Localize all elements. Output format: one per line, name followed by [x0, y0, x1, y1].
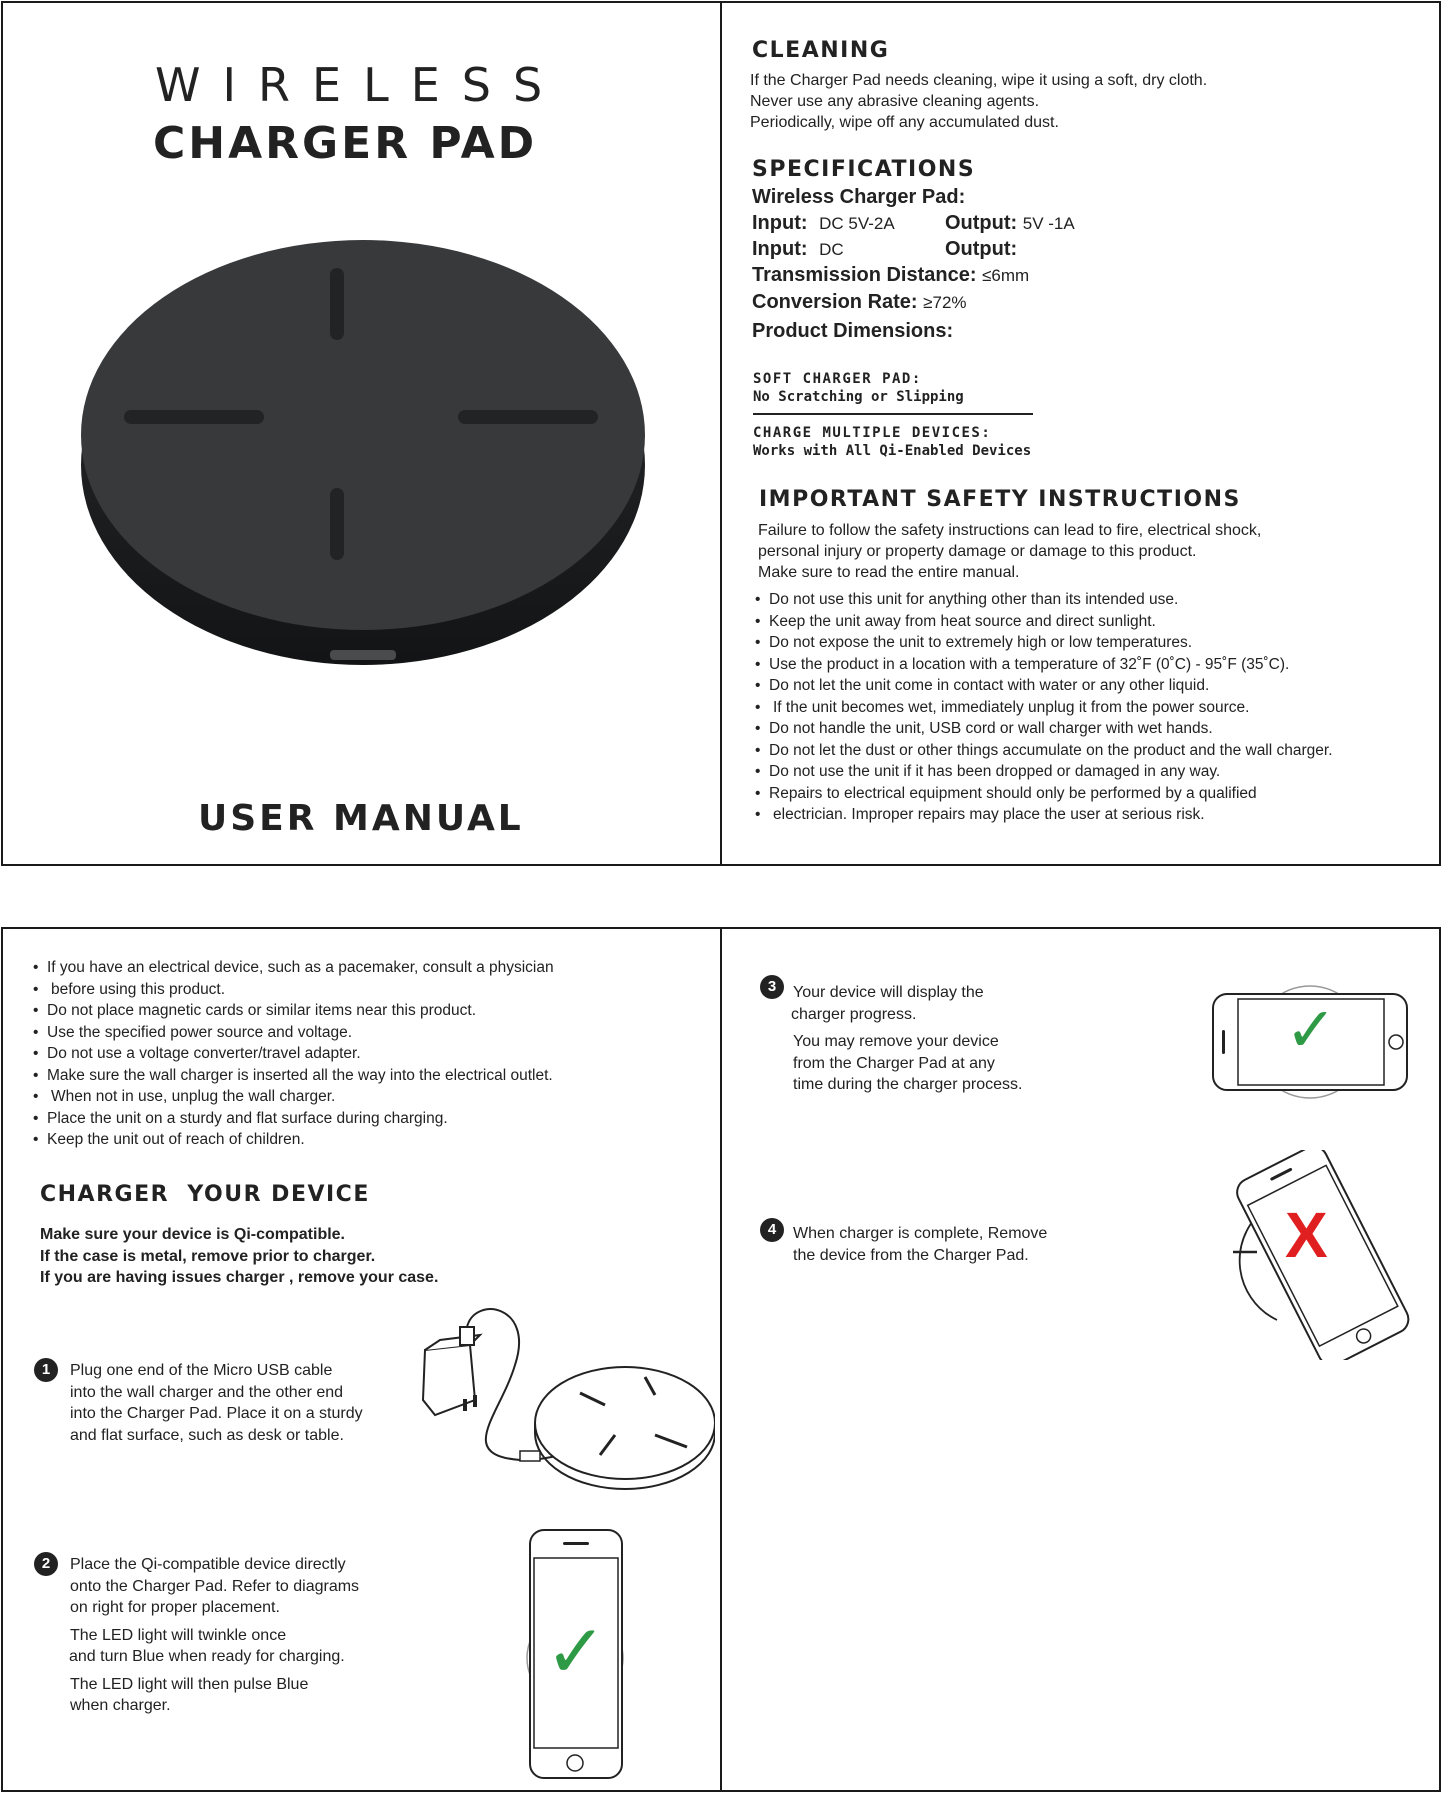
- step-line: into the Charger Pad. Place it on a sturdy: [70, 1405, 363, 1422]
- step-line: from the Charger Pad at any: [793, 1054, 995, 1072]
- cleaning-line: If the Charger Pad needs cleaning, wipe it using a soft, dry cloth.: [750, 72, 1208, 89]
- spec-subtitle: Wireless Charger Pad:: [752, 186, 966, 208]
- step-3-badge: 3: [760, 975, 784, 999]
- spec-output-value: 5V -1A: [1022, 214, 1075, 233]
- safety-bullet: • Do not place magnetic cards or similar items near this product.: [33, 1000, 673, 1022]
- step-4-text: [793, 1223, 1047, 1266]
- step-line: Place the Qi-compatible device directly: [70, 1556, 346, 1573]
- step-line: onto the Charger Pad. Refer to diagrams: [70, 1577, 360, 1595]
- safety-bullet: • Place the unit on a sturdy and flat surface during charging.: [33, 1108, 673, 1130]
- step-1-badge: 1: [34, 1358, 58, 1382]
- safety-bullets: [755, 589, 1435, 826]
- safety-intro-line: personal injury or property damage or damage to this product.: [758, 543, 1197, 560]
- charge-note: If you are having issues charger , remove your case.: [40, 1269, 439, 1286]
- step-line: when charger.: [70, 1697, 171, 1714]
- spec-rate: [752, 289, 1312, 316]
- spec-input-label: Input:: [752, 212, 808, 234]
- safety-bullet: • Keep the unit out of reach of children.: [33, 1129, 673, 1151]
- step-2-text: [70, 1554, 359, 1717]
- safety-bullet: • Use the product in a location with a temperature of 32˚F (0˚C) - 95˚F (35˚C).: [755, 654, 1435, 676]
- safety-bullet: • Keep the unit away from heat source and direct sunlight.: [755, 611, 1435, 633]
- charge-note: Make sure your device is Qi-compatible.: [40, 1226, 345, 1243]
- safety-bullet: • Use the specified power source and voltage.: [33, 1022, 673, 1044]
- step-2-badge: 2: [34, 1552, 58, 1576]
- step-line: and flat surface, such as desk or table.: [70, 1426, 344, 1444]
- cover-title-charger-pad: CHARGER PAD: [153, 118, 538, 169]
- cleaning-text: [750, 70, 1207, 133]
- spec-input-value: DC 5V-2A: [819, 214, 895, 233]
- feature-divider: [753, 413, 1033, 415]
- spec-rate-label: Conversion Rate:: [752, 291, 918, 313]
- safety-bullet: • Do not use a voltage converter/travel adapter.: [33, 1043, 673, 1065]
- spec-dimensions: Product Dimensions:: [752, 320, 954, 342]
- charger-pad-illustration: [80, 220, 650, 680]
- spec-rate-value: ≥72%: [923, 293, 967, 312]
- step-3-text: [793, 982, 1022, 1096]
- safety-bullet-continuation: • before using this product.: [33, 979, 673, 1001]
- spec-input-value: DC: [819, 240, 844, 259]
- safety-bullet: • Do not let the dust or other things accumulate on the product and the wall charger.: [755, 740, 1435, 762]
- spec-distance: [752, 262, 1312, 289]
- feature-subtitle: Works with All Qi-Enabled Devices: [753, 443, 1032, 459]
- charge-notes: [40, 1224, 438, 1289]
- step-line: When charger is complete, Remove: [793, 1225, 1048, 1242]
- feature-title: CHARGE MULTIPLE DEVICES:: [753, 425, 992, 441]
- feature-title: SOFT CHARGER PAD:: [753, 371, 922, 387]
- safety-intro-line: Failure to follow the safety instructions can lead to fire, electrical shock,: [758, 522, 1262, 539]
- step-line: You may remove your device: [793, 1033, 999, 1050]
- step-1-text: [70, 1360, 363, 1446]
- safety-bullet: • Do not use the unit if it has been dropped or damaged in any way.: [755, 761, 1435, 783]
- cover-title-wireless: WIRELESS: [155, 58, 565, 112]
- step-line: The LED light will twinkle once: [70, 1626, 287, 1644]
- spec-output-label: Output:: [945, 238, 1018, 260]
- cross-mark-icon: X: [1285, 1199, 1328, 1271]
- feature-2: [753, 424, 1031, 460]
- step-line: time during the charger process.: [793, 1076, 1023, 1093]
- step-line: on right for proper placement.: [70, 1599, 280, 1616]
- safety-bullet: • If you have an electrical device, such as a pacemaker, consult a physician: [33, 957, 673, 979]
- safety-more-bullets: [33, 957, 673, 1151]
- step-line: The LED light will then pulse Blue: [70, 1675, 309, 1693]
- safety-intro: [758, 520, 1261, 583]
- safety-heading: IMPORTANT SAFETY INSTRUCTIONS: [759, 487, 1241, 512]
- safety-bullet-continuation: • When not in use, unplug the wall charger.: [33, 1086, 673, 1108]
- safety-bullet-continuation: • If the unit becomes wet, immediately unplug it from the power source.: [755, 697, 1435, 719]
- check-mark-icon: ✓: [1285, 996, 1337, 1065]
- spec-output-label: Output:: [945, 212, 1018, 234]
- feature-1: [753, 370, 964, 406]
- spec-row-1: [752, 210, 1312, 236]
- cleaning-line: Never use any abrasive cleaning agents.: [750, 93, 1040, 110]
- specifications-block: [752, 184, 1312, 344]
- top-fold-line: [720, 1, 722, 866]
- safety-bullet: • Make sure the wall charger is inserted all the way into the electrical outlet.: [33, 1065, 673, 1087]
- spec-distance-value: ≤6mm: [982, 266, 1030, 285]
- cleaning-line: Periodically, wipe off any accumulated dust.: [750, 114, 1059, 131]
- step-line: into the wall charger and the other end: [70, 1383, 344, 1401]
- step-4-badge: 4: [760, 1218, 784, 1242]
- cover-footer-user-manual: USER MANUAL: [198, 798, 524, 839]
- feature-subtitle: No Scratching or Slipping: [753, 389, 964, 405]
- safety-intro-line: Make sure to read the entire manual.: [758, 564, 1020, 581]
- safety-bullet: • Do not handle the unit, USB cord or wall charger with wet hands.: [755, 718, 1435, 740]
- safety-bullet: • Repairs to electrical equipment should only be performed by a qualified: [755, 783, 1435, 805]
- step-line: and turn Blue when ready for charging.: [69, 1648, 345, 1665]
- safety-bullet: • Do not expose the unit to extremely high or low temperatures.: [755, 632, 1435, 654]
- spec-input-label: Input:: [752, 238, 808, 260]
- safety-bullet: • Do not use this unit for anything other than its intended use.: [755, 589, 1435, 611]
- step-line: Your device will display the: [793, 984, 984, 1001]
- charge-section-heading: CHARGER YOUR DEVICE: [40, 1182, 370, 1207]
- charge-note: If the case is metal, remove prior to charger.: [40, 1247, 376, 1265]
- spec-distance-label: Transmission Distance:: [752, 264, 977, 286]
- safety-bullet-continuation: • electrician. Improper repairs may place the user at serious risk.: [755, 804, 1435, 826]
- safety-bullet: • Do not let the unit come in contact with water or any other liquid.: [755, 675, 1435, 697]
- charger-cable-illustration: [415, 1305, 715, 1490]
- cleaning-heading: CLEANING: [752, 38, 890, 63]
- step-line: the device from the Charger Pad.: [793, 1246, 1029, 1264]
- step-line: Plug one end of the Micro USB cable: [70, 1362, 333, 1379]
- bottom-fold-line: [720, 927, 722, 1792]
- spec-row-2: [752, 236, 1312, 262]
- specifications-heading: SPECIFICATIONS: [752, 157, 976, 182]
- step-line: charger progress.: [791, 1005, 917, 1023]
- check-mark-icon: ✓: [545, 1610, 608, 1693]
